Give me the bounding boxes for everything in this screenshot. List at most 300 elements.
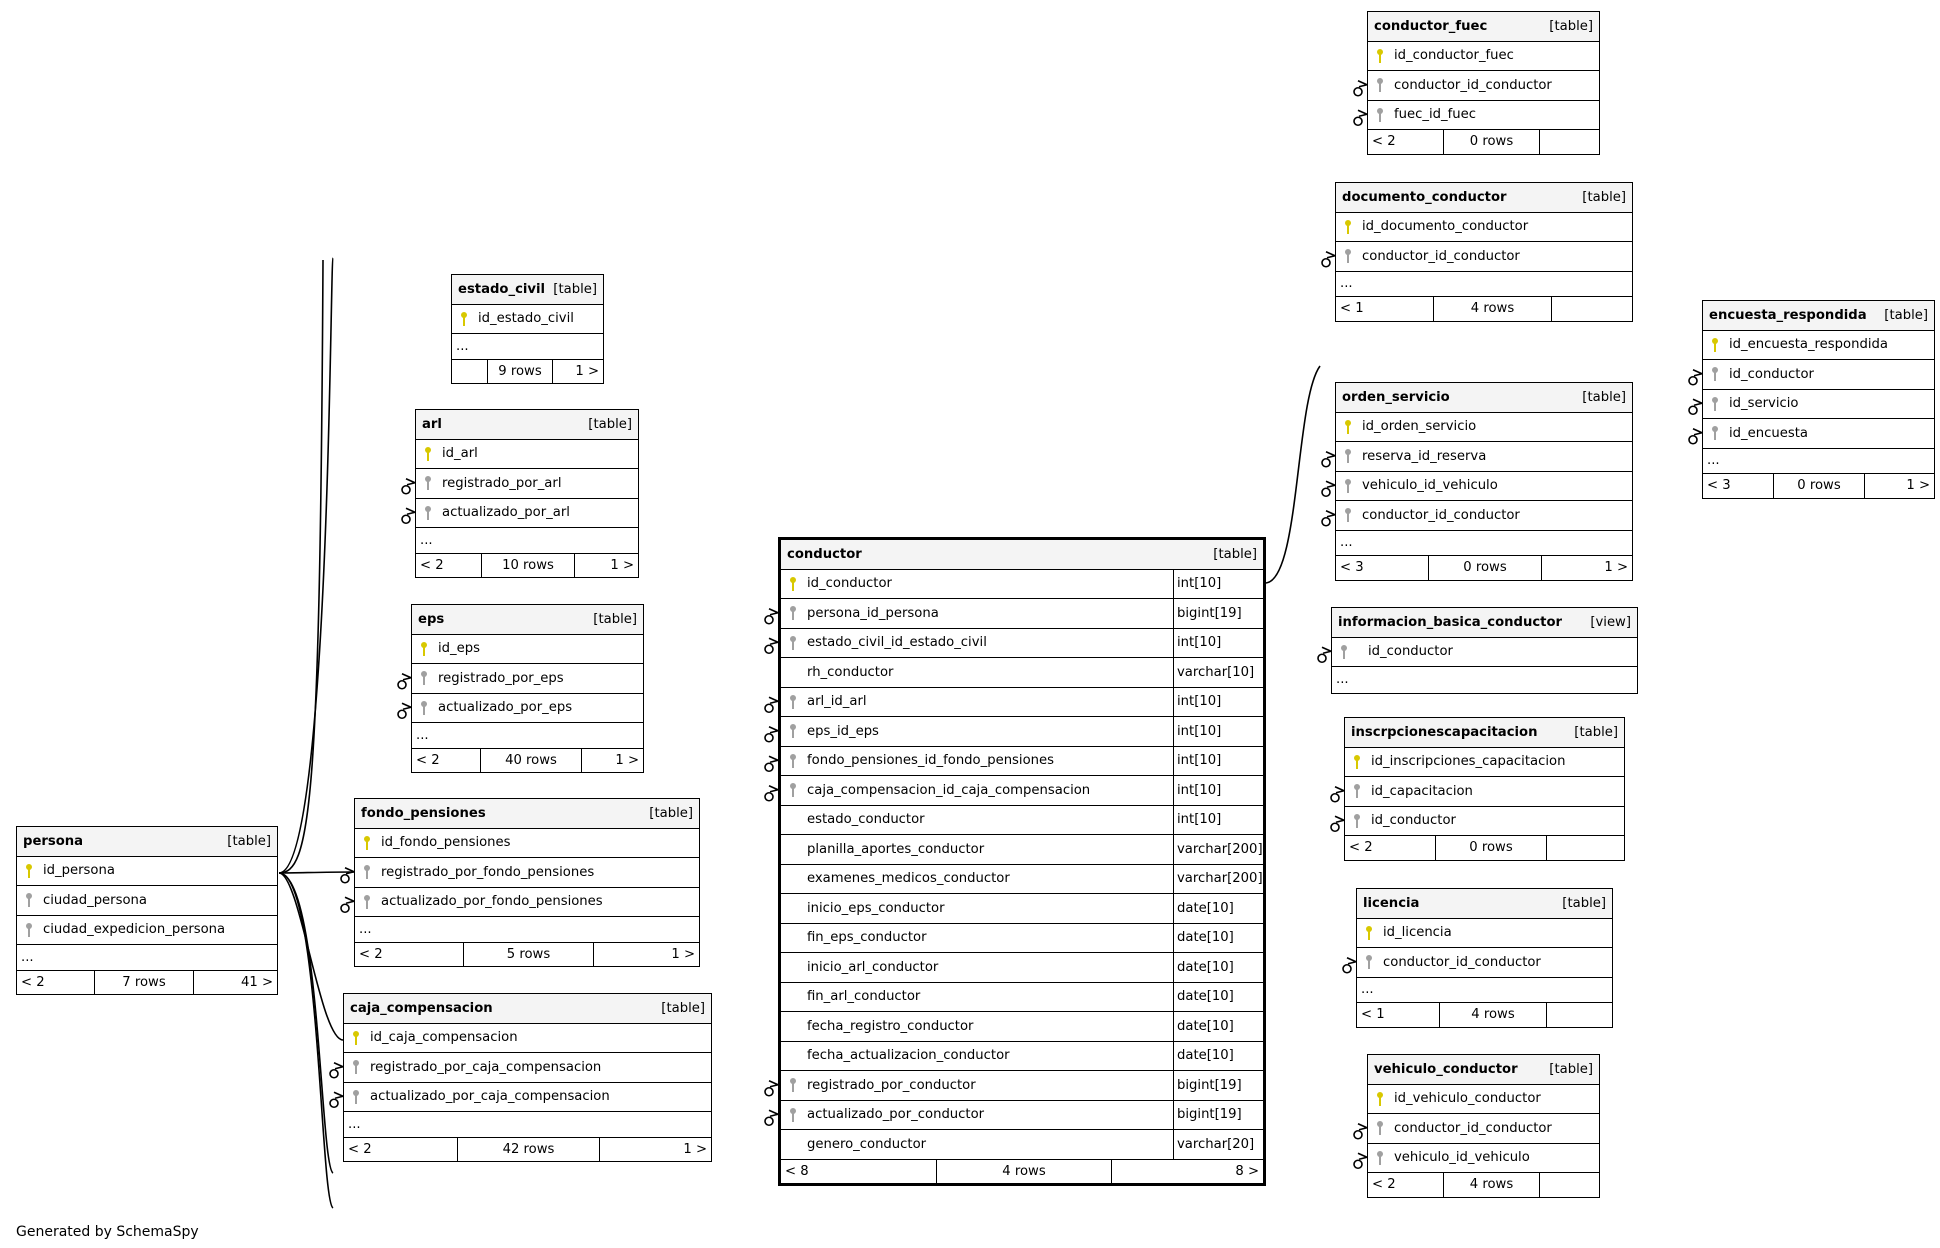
column-row[interactable]	[781, 983, 1263, 1013]
column-name: fecha_registro_conductor	[807, 1018, 974, 1034]
column-name: inicio_arl_conductor	[807, 959, 939, 975]
relationship-end-marker	[1322, 259, 1330, 267]
more-columns-ellipsis[interactable]: ...	[1336, 272, 1632, 298]
table-name[interactable]: conductor	[787, 546, 862, 562]
children-count[interactable]	[1540, 1173, 1599, 1197]
row-count: 0 rows	[1428, 556, 1542, 580]
column-name: conductor_id_conductor	[1394, 77, 1552, 93]
column-name: vehiculo_id_vehiculo	[1394, 1150, 1530, 1166]
table-conductor-fuec[interactable]	[1367, 11, 1600, 155]
column-row[interactable]	[1703, 360, 1934, 390]
table-name[interactable]: conductor_fuec	[1374, 18, 1488, 34]
relationship-end-marker	[765, 1088, 773, 1096]
relationship-end-marker	[398, 710, 406, 718]
column-name: conductor_id_conductor	[1394, 1120, 1552, 1136]
column-name: fin_eps_conductor	[807, 930, 927, 946]
children-count[interactable]	[1547, 836, 1624, 860]
table-kind: [table]	[649, 805, 693, 821]
relationship-crow-foot	[402, 703, 411, 709]
column-row[interactable]	[781, 1071, 1263, 1101]
row-count: 0 rows	[1435, 836, 1547, 860]
relationship-crow-foot	[334, 1092, 343, 1098]
relationship-crow-foot	[1326, 511, 1335, 517]
foreign-key-icon	[1365, 954, 1373, 970]
foreign-key-icon	[25, 922, 33, 938]
column-row[interactable]	[355, 858, 699, 888]
column-row[interactable]	[1368, 1144, 1599, 1174]
table-name[interactable]: fondo_pensiones	[361, 805, 486, 821]
relationship-crow-foot	[1326, 481, 1335, 487]
more-columns-ellipsis[interactable]: ...	[1703, 449, 1934, 475]
column-name: id_conductor	[1729, 366, 1814, 382]
column-row[interactable]	[1703, 331, 1934, 361]
column-row[interactable]	[781, 717, 1263, 747]
table-name[interactable]: licencia	[1363, 895, 1420, 911]
table-persona[interactable]	[16, 826, 278, 995]
parents-count[interactable]: < 2	[1372, 134, 1396, 150]
children-count[interactable]: 1 >	[1604, 560, 1628, 576]
column-name: id_eps	[438, 641, 480, 657]
parents-count[interactable]: < 2	[420, 557, 444, 573]
column-row[interactable]	[781, 776, 1263, 806]
column-row[interactable]	[781, 570, 1263, 600]
relationship-end-marker	[765, 734, 773, 742]
foreign-key-icon	[1376, 1120, 1384, 1136]
table-name[interactable]: vehiculo_conductor	[1374, 1061, 1518, 1077]
children-count[interactable]	[1547, 1003, 1612, 1027]
foreign-key-icon	[1711, 425, 1719, 441]
column-type: date[10]	[1173, 953, 1263, 982]
table-orden-servicio[interactable]	[1335, 382, 1633, 581]
column-type: varchar[10]	[1173, 658, 1263, 687]
column-type: varchar[20]	[1173, 1130, 1263, 1159]
column-type: int[10]	[1173, 776, 1263, 805]
relationship-end-marker	[1318, 654, 1326, 662]
row-count: 0 rows	[1773, 474, 1865, 498]
table-header[interactable]	[1332, 608, 1637, 638]
relationship-end-marker	[1322, 518, 1330, 526]
column-row[interactable]	[1368, 71, 1599, 101]
column-type: int[10]	[1173, 688, 1263, 717]
primary-key-icon	[25, 863, 33, 879]
column-name: registrado_por_arl	[442, 475, 562, 491]
column-name: registrado_por_fondo_pensiones	[381, 864, 595, 880]
relationship-crow-foot	[1358, 1124, 1367, 1130]
relationship-end-marker	[1354, 1160, 1362, 1168]
table-name[interactable]: orden_servicio	[1342, 389, 1450, 405]
table-estado-civil[interactable]	[451, 274, 604, 384]
column-row[interactable]	[344, 1083, 711, 1113]
column-row[interactable]	[1336, 442, 1632, 472]
column-name: fin_arl_conductor	[807, 989, 921, 1005]
primary-key-icon	[1365, 925, 1373, 941]
table-eps[interactable]	[411, 604, 644, 773]
relationship-crow-foot	[345, 897, 354, 903]
column-type: date[10]	[1173, 924, 1263, 953]
column-row[interactable]	[781, 629, 1263, 659]
column-name: fecha_actualizacion_conductor	[807, 1048, 1010, 1064]
column-row[interactable]	[1357, 948, 1612, 978]
foreign-key-icon	[1711, 396, 1719, 412]
parents-count[interactable]: < 2	[416, 752, 440, 768]
table-kind: [table]	[553, 281, 597, 297]
table-header[interactable]	[412, 605, 643, 635]
more-columns-ellipsis[interactable]: ...	[416, 528, 638, 554]
table-header[interactable]	[1345, 718, 1624, 748]
children-count[interactable]: 1 >	[615, 752, 639, 768]
foreign-key-icon	[789, 753, 797, 769]
parents-count[interactable]: < 2	[21, 974, 45, 990]
relationship-crow-foot	[1358, 81, 1367, 87]
column-name: id_conductor	[807, 576, 892, 592]
column-type: bigint[19]	[1173, 1101, 1263, 1130]
column-type: bigint[19]	[1173, 1071, 1263, 1100]
column-name: ciudad_expedicion_persona	[43, 922, 226, 938]
column-name: conductor_id_conductor	[1362, 507, 1520, 523]
column-row[interactable]	[452, 305, 603, 335]
column-name: caja_compensacion_id_caja_compensacion	[807, 782, 1091, 798]
column-row[interactable]	[412, 664, 643, 694]
table-footer	[1357, 1003, 1612, 1027]
column-type: date[10]	[1173, 1042, 1263, 1071]
table-kind: [table]	[227, 833, 271, 849]
column-name: registrado_por_conductor	[807, 1077, 976, 1093]
column-type: date[10]	[1173, 894, 1263, 923]
relationship-end-marker	[1689, 377, 1697, 385]
primary-key-icon	[1344, 219, 1352, 235]
column-name: id_conductor_fuec	[1394, 48, 1514, 64]
column-type: date[10]	[1173, 1012, 1263, 1041]
column-name: id_caja_compensacion	[370, 1030, 518, 1046]
more-columns-ellipsis[interactable]: ...	[344, 1112, 711, 1138]
table-fondo-pensiones[interactable]	[354, 798, 700, 967]
table-kind: [table]	[1582, 189, 1626, 205]
column-row[interactable]	[781, 806, 1263, 836]
table-header[interactable]	[17, 827, 277, 857]
table-header[interactable]	[452, 275, 603, 305]
column-name: fuec_id_fuec	[1394, 107, 1476, 123]
table-header[interactable]	[355, 799, 699, 829]
primary-key-icon	[789, 576, 797, 592]
foreign-key-icon	[25, 892, 33, 908]
more-columns-ellipsis[interactable]: ...	[17, 945, 277, 971]
relationship-crow-foot	[345, 868, 354, 874]
primary-key-icon	[1376, 48, 1384, 64]
more-columns-ellipsis[interactable]: ...	[1336, 531, 1632, 557]
relationship-crow-foot	[1322, 647, 1331, 653]
column-name: planilla_aportes_conductor	[807, 841, 985, 857]
column-row[interactable]	[1336, 472, 1632, 502]
row-count: 0 rows	[1443, 130, 1540, 154]
column-type: int[10]	[1173, 629, 1263, 658]
relationship-end-marker	[402, 515, 410, 523]
table-name[interactable]: persona	[23, 833, 84, 849]
column-row[interactable]	[1368, 101, 1599, 131]
column-row[interactable]	[781, 1042, 1263, 1072]
column-name: id_encuesta_respondida	[1729, 337, 1888, 353]
column-row[interactable]	[17, 916, 277, 946]
row-count: 4 rows	[1439, 1003, 1547, 1027]
table-footer	[416, 554, 638, 578]
table-header[interactable]	[781, 540, 1263, 570]
column-row[interactable]	[416, 440, 638, 470]
table-footer	[1368, 130, 1599, 154]
column-row[interactable]	[344, 1024, 711, 1054]
row-count: 4 rows	[1443, 1173, 1540, 1197]
relationship-end-marker	[341, 875, 349, 883]
column-row[interactable]	[781, 747, 1263, 777]
children-count[interactable]: 41 >	[240, 974, 273, 990]
column-name: estado_civil_id_estado_civil	[807, 635, 987, 651]
table-licencia[interactable]	[1356, 888, 1613, 1028]
table-footer	[1703, 474, 1934, 498]
parents-count[interactable]	[452, 360, 487, 384]
table-footer	[781, 1160, 1263, 1184]
table-conductor[interactable]	[778, 537, 1266, 1186]
children-count[interactable]: 8 >	[1235, 1163, 1259, 1179]
column-name: id_persona	[43, 863, 115, 879]
table-encuesta-respondida[interactable]	[1702, 300, 1935, 499]
foreign-key-icon	[363, 864, 371, 880]
table-name[interactable]: informacion_basica_conductor	[1338, 614, 1563, 630]
parents-count[interactable]: < 2	[1372, 1177, 1396, 1193]
column-name: id_vehiculo_conductor	[1394, 1091, 1541, 1107]
column-row[interactable]	[17, 857, 277, 887]
column-name: arl_id_arl	[807, 694, 867, 710]
table-name[interactable]: eps	[418, 611, 445, 627]
column-row[interactable]	[781, 1101, 1263, 1131]
column-name: id_documento_conductor	[1362, 219, 1529, 235]
more-columns-ellipsis[interactable]: ...	[355, 917, 699, 943]
primary-key-icon	[1344, 419, 1352, 435]
relationship-crow-foot	[334, 1063, 343, 1069]
column-row[interactable]	[781, 953, 1263, 983]
primary-key-icon	[1353, 754, 1361, 770]
table-header[interactable]	[344, 994, 711, 1024]
row-count: 7 rows	[94, 971, 194, 995]
foreign-key-icon	[789, 1107, 797, 1123]
column-row[interactable]	[1357, 919, 1612, 949]
column-name: id_servicio	[1729, 396, 1799, 412]
relationship-crow-foot	[769, 786, 778, 792]
relationship-crow-foot	[402, 674, 411, 680]
row-count: 42 rows	[457, 1138, 600, 1162]
column-name: id_inscripciones_capacitacion	[1371, 754, 1566, 770]
relationship-end-marker	[1689, 436, 1697, 444]
generated-by-footer: Generated by SchemaSpy	[16, 1224, 199, 1240]
table-header[interactable]	[1336, 183, 1632, 213]
children-count[interactable]: 1 >	[575, 363, 599, 379]
row-count: 40 rows	[480, 749, 582, 773]
column-row[interactable]	[781, 1012, 1263, 1042]
table-kind: [table]	[1549, 1061, 1593, 1077]
table-informacion-basica-conductor[interactable]	[1331, 607, 1638, 694]
column-row[interactable]	[1345, 748, 1624, 778]
table-footer	[344, 1138, 711, 1162]
column-row[interactable]	[1336, 242, 1632, 272]
table-header[interactable]	[1368, 1055, 1599, 1085]
table-kind: [view]	[1590, 614, 1631, 630]
children-count[interactable]: 1 >	[1906, 478, 1930, 494]
parents-count[interactable]: < 2	[359, 946, 383, 962]
column-name: estado_conductor	[807, 812, 925, 828]
column-name: id_conductor	[1368, 644, 1453, 660]
column-row[interactable]	[1368, 1114, 1599, 1144]
table-name[interactable]: inscrpcionescapacitacion	[1351, 724, 1538, 740]
foreign-key-icon	[424, 475, 432, 491]
column-row[interactable]	[1368, 42, 1599, 72]
column-row[interactable]	[781, 865, 1263, 895]
relationship-line	[279, 873, 343, 1040]
more-columns-ellipsis[interactable]: ...	[1357, 978, 1612, 1004]
table-documento-conductor[interactable]	[1335, 182, 1633, 322]
table-name[interactable]: encuesta_respondida	[1709, 307, 1867, 323]
table-header[interactable]	[1336, 383, 1632, 413]
column-row[interactable]	[781, 599, 1263, 629]
column-row[interactable]	[1703, 390, 1934, 420]
relationship-end-marker	[402, 486, 410, 494]
relationship-end-marker	[1331, 794, 1339, 802]
column-row[interactable]	[412, 635, 643, 665]
row-count: 9 rows	[487, 360, 553, 384]
parents-count[interactable]: < 2	[1349, 840, 1373, 856]
row-count: 5 rows	[463, 943, 594, 967]
parents-count[interactable]: < 8	[785, 1163, 809, 1179]
column-row[interactable]	[1336, 213, 1632, 243]
table-kind: [table]	[1549, 18, 1593, 34]
foreign-key-icon	[1711, 366, 1719, 382]
column-row[interactable]	[1703, 419, 1934, 449]
table-caja-compensacion[interactable]	[343, 993, 712, 1162]
primary-key-icon	[1711, 337, 1719, 353]
column-name: persona_id_persona	[807, 605, 939, 621]
column-name: id_fondo_pensiones	[381, 835, 511, 851]
parents-count[interactable]: < 3	[1707, 478, 1731, 494]
column-row[interactable]	[781, 894, 1263, 924]
column-name: conductor_id_conductor	[1383, 954, 1541, 970]
table-header[interactable]	[416, 410, 638, 440]
children-count[interactable]: 1 >	[671, 946, 695, 962]
foreign-key-icon	[789, 605, 797, 621]
column-row[interactable]	[412, 694, 643, 724]
relationship-crow-foot	[769, 609, 778, 615]
table-kind: [table]	[593, 611, 637, 627]
column-row[interactable]	[1336, 413, 1632, 443]
relationship-end-marker	[765, 763, 773, 771]
parents-count[interactable]: < 2	[348, 1141, 372, 1157]
column-name: actualizado_por_fondo_pensiones	[381, 894, 603, 910]
column-name: actualizado_por_arl	[442, 505, 570, 521]
more-columns-ellipsis[interactable]: ...	[412, 723, 643, 749]
column-row[interactable]	[416, 499, 638, 529]
table-inscrpcionescapacitacion[interactable]	[1344, 717, 1625, 861]
column-row[interactable]	[1345, 777, 1624, 807]
column-name: actualizado_por_conductor	[807, 1107, 985, 1123]
relationship-end-marker	[341, 904, 349, 912]
table-footer	[452, 360, 603, 384]
table-header[interactable]	[1368, 12, 1599, 42]
column-row[interactable]	[781, 1130, 1263, 1160]
relationship-end-marker	[765, 1117, 773, 1125]
column-row[interactable]	[355, 829, 699, 859]
column-name: registrado_por_caja_compensacion	[370, 1059, 602, 1075]
table-name[interactable]: documento_conductor	[1342, 189, 1507, 205]
foreign-key-icon	[1376, 1150, 1384, 1166]
table-header[interactable]	[1357, 889, 1612, 919]
column-row[interactable]	[781, 835, 1263, 865]
column-name: eps_id_eps	[807, 723, 879, 739]
table-vehiculo-conductor[interactable]	[1367, 1054, 1600, 1198]
column-row[interactable]	[355, 888, 699, 918]
foreign-key-icon	[789, 635, 797, 651]
children-count[interactable]	[1552, 297, 1632, 321]
table-header[interactable]	[1703, 301, 1934, 331]
more-columns-ellipsis[interactable]: ...	[452, 334, 603, 360]
relationship-crow-foot	[1693, 399, 1702, 405]
relationship-end-marker	[1343, 965, 1351, 973]
relationship-end-marker	[1354, 117, 1362, 125]
relationship-crow-foot	[1358, 110, 1367, 116]
column-row[interactable]	[1332, 638, 1637, 668]
column-type: int[10]	[1173, 806, 1263, 835]
relationship-crow-foot	[1335, 816, 1344, 822]
foreign-key-icon	[789, 782, 797, 798]
table-name[interactable]: caja_compensacion	[350, 1000, 493, 1016]
column-type: varchar[200]	[1173, 865, 1263, 894]
primary-key-icon	[460, 311, 468, 327]
relationship-crow-foot	[1358, 1153, 1367, 1159]
foreign-key-icon	[1353, 783, 1361, 799]
parents-count[interactable]: < 3	[1340, 560, 1364, 576]
children-count[interactable]	[1540, 130, 1599, 154]
column-row[interactable]	[781, 688, 1263, 718]
children-count[interactable]: 1 >	[610, 557, 634, 573]
relationship-crow-foot	[769, 1081, 778, 1087]
foreign-key-icon	[1344, 248, 1352, 264]
column-row[interactable]	[1368, 1085, 1599, 1115]
table-name[interactable]: estado_civil	[458, 281, 546, 297]
primary-key-icon	[352, 1030, 360, 1046]
primary-key-icon	[363, 835, 371, 851]
relationship-end-marker	[330, 1070, 338, 1078]
relationship-end-marker	[1689, 406, 1697, 414]
column-row[interactable]	[416, 469, 638, 499]
primary-key-icon	[420, 641, 428, 657]
relationship-end-marker	[765, 793, 773, 801]
column-name: rh_conductor	[807, 664, 894, 680]
column-row[interactable]	[344, 1053, 711, 1083]
column-row[interactable]	[781, 924, 1263, 954]
parents-count[interactable]: < 1	[1361, 1007, 1385, 1023]
column-name: examenes_medicos_conductor	[807, 871, 1010, 887]
table-arl[interactable]	[415, 409, 639, 578]
table-name[interactable]: arl	[422, 416, 442, 432]
relationship-end-marker	[765, 616, 773, 624]
column-row[interactable]	[17, 886, 277, 916]
column-row[interactable]	[1336, 501, 1632, 531]
more-columns-ellipsis[interactable]: ...	[1336, 672, 1349, 688]
column-row[interactable]	[1345, 807, 1624, 837]
column-name: id_encuesta	[1729, 425, 1808, 441]
parents-count[interactable]: < 1	[1340, 301, 1364, 317]
relationship-end-marker	[1331, 823, 1339, 831]
relationship-crow-foot	[769, 638, 778, 644]
column-row[interactable]	[781, 658, 1263, 688]
table-footer	[1345, 836, 1624, 860]
table-footer	[1336, 556, 1632, 580]
table-kind: [table]	[1884, 307, 1928, 323]
children-count[interactable]: 1 >	[683, 1141, 707, 1157]
